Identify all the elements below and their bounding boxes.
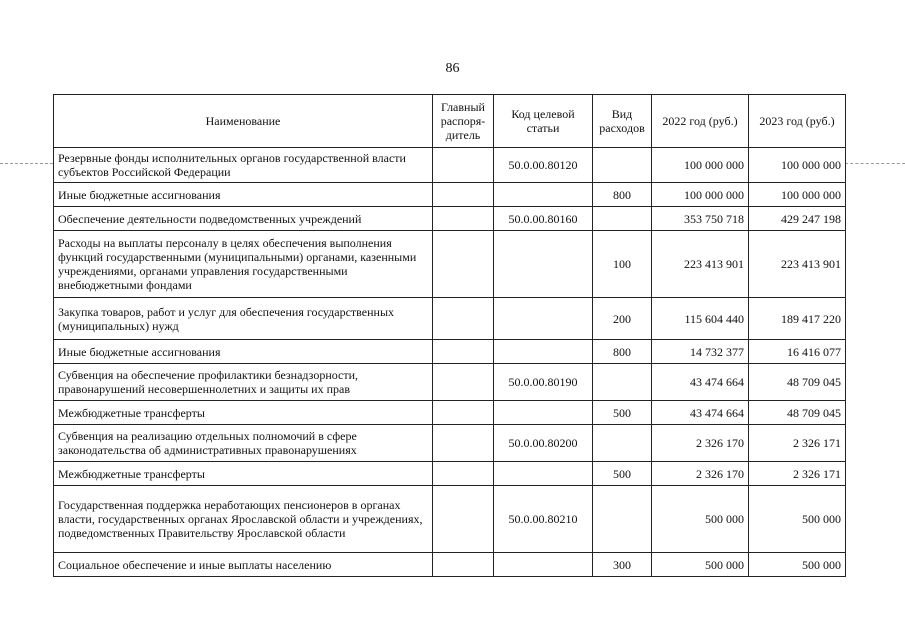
table-row [54, 148, 846, 183]
cell-2023: 500 000 [749, 553, 846, 577]
cell-vid: 300 [593, 553, 652, 577]
cell-code: 50.0.00.80120 [494, 148, 593, 183]
cell-vid [593, 486, 652, 553]
header-code: Код целевой статьи [494, 95, 593, 148]
budget-table [53, 94, 846, 577]
cell-vid: 100 [593, 231, 652, 298]
cell-glav [433, 183, 494, 207]
table-header-row [54, 95, 846, 148]
cell-name: Межбюджетные трансферты [54, 401, 433, 425]
header-name: Наименование [54, 95, 433, 148]
cell-2023: 500 000 [749, 486, 846, 553]
cell-2022: 43 474 664 [652, 364, 749, 401]
cell-vid [593, 364, 652, 401]
cell-code [494, 401, 593, 425]
table-row [54, 425, 846, 462]
table-row [54, 553, 846, 577]
cell-2023: 2 326 171 [749, 425, 846, 462]
cell-2022: 2 326 170 [652, 425, 749, 462]
cell-code [494, 298, 593, 340]
cell-glav [433, 148, 494, 183]
cell-2023: 48 709 045 [749, 364, 846, 401]
cell-2022: 100 000 000 [652, 183, 749, 207]
cell-2023: 48 709 045 [749, 401, 846, 425]
cell-2022: 100 000 000 [652, 148, 749, 183]
cell-code [494, 340, 593, 364]
cell-vid [593, 148, 652, 183]
table-row [54, 401, 846, 425]
cell-2022: 14 732 377 [652, 340, 749, 364]
cell-2023: 100 000 000 [749, 148, 846, 183]
cell-code: 50.0.00.80200 [494, 425, 593, 462]
cell-glav [433, 462, 494, 486]
header-vid: Вид расходов [593, 95, 652, 148]
header-glav: Главный распоря-дитель [433, 95, 494, 148]
cell-glav [433, 207, 494, 231]
cell-name: Государственная поддержка неработающих пенсионеров в органах власти, государственных органах Ярославской области и учреждениях, подведомственных Правительству Ярославской области [54, 486, 433, 553]
cell-glav [433, 401, 494, 425]
cell-glav [433, 298, 494, 340]
table-row [54, 340, 846, 364]
fold-line-right [845, 163, 905, 164]
cell-name: Резервные фонды исполнительных органов государственной власти субъектов Российской Федерации [54, 148, 433, 183]
cell-glav [433, 231, 494, 298]
cell-2022: 115 604 440 [652, 298, 749, 340]
cell-2023: 429 247 198 [749, 207, 846, 231]
cell-vid: 800 [593, 183, 652, 207]
table-row [54, 231, 846, 298]
cell-2023: 223 413 901 [749, 231, 846, 298]
cell-code [494, 462, 593, 486]
cell-2022: 223 413 901 [652, 231, 749, 298]
header-2022: 2022 год (руб.) [652, 95, 749, 148]
table-row [54, 298, 846, 340]
cell-2023: 100 000 000 [749, 183, 846, 207]
table-row [54, 364, 846, 401]
cell-glav [433, 364, 494, 401]
cell-vid [593, 207, 652, 231]
cell-code: 50.0.00.80190 [494, 364, 593, 401]
cell-code: 50.0.00.80210 [494, 486, 593, 553]
page-number: 86 [445, 61, 460, 76]
header-2023: 2023 год (руб.) [749, 95, 846, 148]
cell-2023: 2 326 171 [749, 462, 846, 486]
cell-glav [433, 553, 494, 577]
cell-2022: 2 326 170 [652, 462, 749, 486]
fold-line-left [0, 163, 53, 164]
table-row [54, 207, 846, 231]
cell-code [494, 553, 593, 577]
cell-glav [433, 340, 494, 364]
cell-vid: 200 [593, 298, 652, 340]
table-row [54, 486, 846, 553]
cell-vid: 500 [593, 401, 652, 425]
cell-code [494, 231, 593, 298]
cell-vid [593, 425, 652, 462]
cell-2022: 500 000 [652, 553, 749, 577]
cell-2022: 43 474 664 [652, 401, 749, 425]
cell-name: Обеспечение деятельности подведомственных учреждений [54, 207, 433, 231]
cell-name: Социальное обеспечение и иные выплаты населению [54, 553, 433, 577]
cell-2023: 189 417 220 [749, 298, 846, 340]
cell-name: Иные бюджетные ассигнования [54, 183, 433, 207]
cell-name: Субвенция на обеспечение профилактики безнадзорности, правонарушений несовершеннолетних и защиты их прав [54, 364, 433, 401]
cell-name: Межбюджетные трансферты [54, 462, 433, 486]
cell-name: Субвенция на реализацию отдельных полномочий в сфере законодательства об административных правонарушениях [54, 425, 433, 462]
table-row [54, 462, 846, 486]
cell-2023: 16 416 077 [749, 340, 846, 364]
cell-code: 50.0.00.80160 [494, 207, 593, 231]
cell-vid: 800 [593, 340, 652, 364]
cell-2022: 353 750 718 [652, 207, 749, 231]
cell-2022: 500 000 [652, 486, 749, 553]
cell-name: Иные бюджетные ассигнования [54, 340, 433, 364]
cell-name: Расходы на выплаты персоналу в целях обеспечения выполнения функций государственными (муниципальными) органами, казенными учреждениями, органами управления государственными внебюджетными фондами [54, 231, 433, 298]
cell-code [494, 183, 593, 207]
cell-glav [433, 425, 494, 462]
cell-glav [433, 486, 494, 553]
cell-vid: 500 [593, 462, 652, 486]
table-row [54, 183, 846, 207]
cell-name: Закупка товаров, работ и услуг для обеспечения государственных (муниципальных) нужд [54, 298, 433, 340]
